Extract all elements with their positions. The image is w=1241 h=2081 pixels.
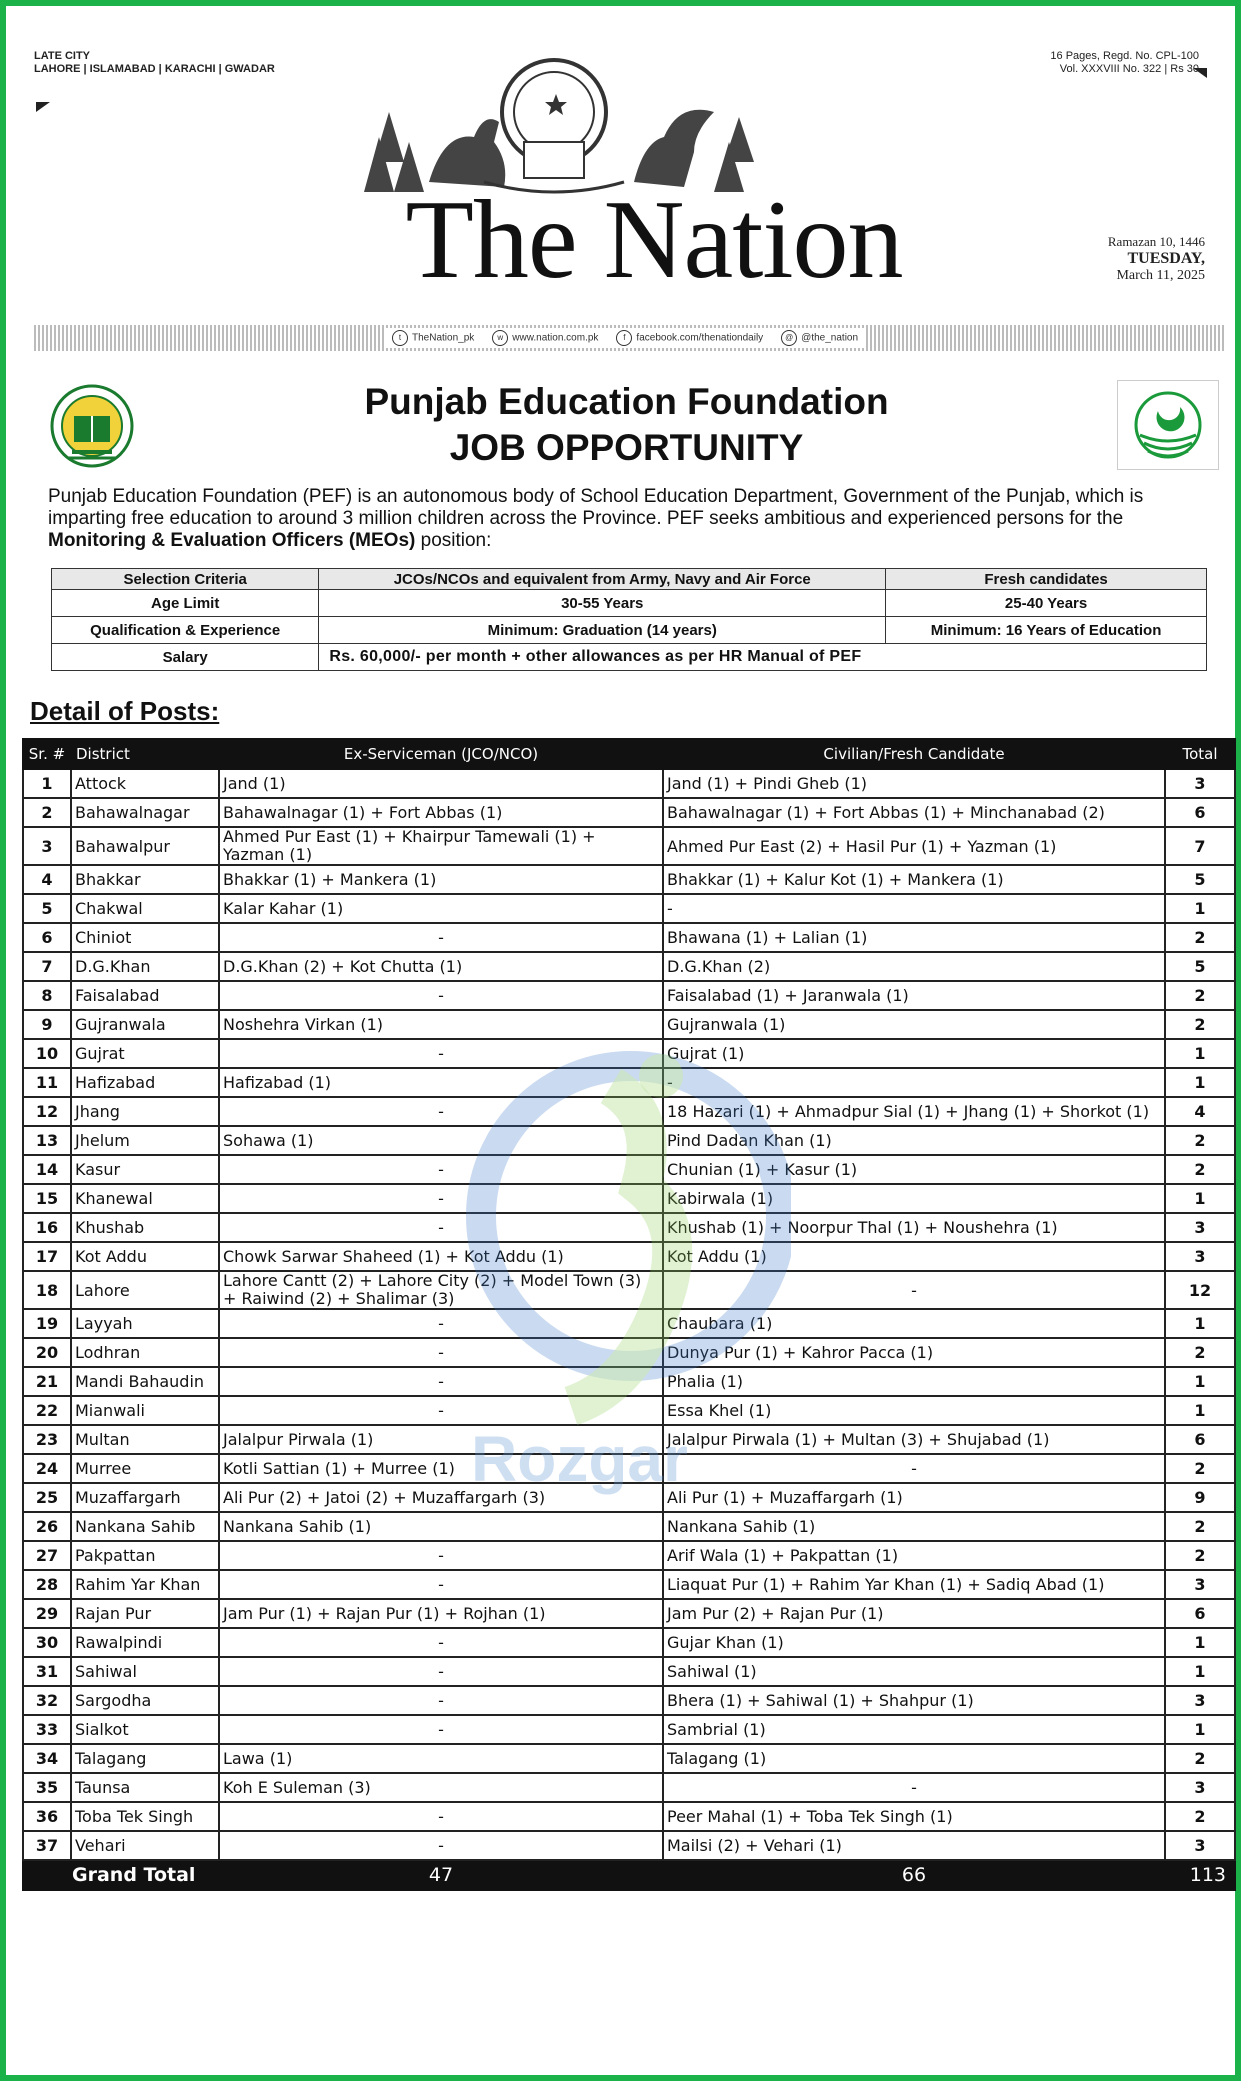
row-sr: 11 <box>23 1068 71 1097</box>
header-civilian: Civilian/Fresh Candidate <box>663 739 1165 769</box>
facebook-icon: f <box>616 330 632 346</box>
registration-info <box>1050 50 1199 76</box>
row-sr: 3 <box>23 827 71 865</box>
header-sr: Sr. # <box>23 739 71 769</box>
row-civilian: Dunya Pur (1) + Kahror Pacca (1) <box>663 1338 1165 1367</box>
row-ex-serviceman: - <box>219 1715 663 1744</box>
row-district: Lahore <box>71 1271 219 1309</box>
row-ex-serviceman: - <box>219 1570 663 1599</box>
row-district: Bahawalnagar <box>71 798 219 827</box>
corner-marker-icon <box>36 102 50 112</box>
row-ex-serviceman: Sohawa (1) <box>219 1126 663 1155</box>
row-sr: 4 <box>23 865 71 894</box>
table-row <box>23 1396 1235 1425</box>
row-sr: 1 <box>23 769 71 798</box>
table-row <box>23 1039 1235 1068</box>
row-district: Jhang <box>71 1097 219 1126</box>
row-sr: 29 <box>23 1599 71 1628</box>
row-civilian: Sahiwal (1) <box>663 1657 1165 1686</box>
row-district: Rahim Yar Khan <box>71 1570 219 1599</box>
row-total: 3 <box>1165 1773 1235 1802</box>
row-sr: 14 <box>23 1155 71 1184</box>
table-row <box>23 1010 1235 1039</box>
row-ex-serviceman: - <box>219 1309 663 1338</box>
row-ex-serviceman: - <box>219 1396 663 1425</box>
row-district: Pakpattan <box>71 1541 219 1570</box>
row-ex-serviceman: Nankana Sahib (1) <box>219 1512 663 1541</box>
row-sr: 27 <box>23 1541 71 1570</box>
position-name: Monitoring & Evaluation Officers (MEOs) <box>48 530 416 551</box>
row-civilian: Bhakkar (1) + Kalur Kot (1) + Mankera (1) <box>663 865 1165 894</box>
criteria-qualification-row: Qualification & Experience Minimum: Graduation (14 years) Minimum: 16 Years of Education <box>52 617 1207 644</box>
row-sr: 12 <box>23 1097 71 1126</box>
table-row <box>23 1213 1235 1242</box>
table-row <box>23 1628 1235 1657</box>
ad-heading: JOB OPPORTUNITY <box>449 427 804 468</box>
row-civilian: Essa Khel (1) <box>663 1396 1165 1425</box>
table-row <box>23 1686 1235 1715</box>
row-sr: 21 <box>23 1367 71 1396</box>
issue-date-text: March 11, 2025 <box>1116 268 1205 283</box>
row-sr: 16 <box>23 1213 71 1242</box>
row-total: 1 <box>1165 1309 1235 1338</box>
row-sr: 37 <box>23 1831 71 1860</box>
row-civilian: Khushab (1) + Noorpur Thal (1) + Noushehra (1) <box>663 1213 1165 1242</box>
table-row <box>23 1512 1235 1541</box>
row-ex-serviceman: Jam Pur (1) + Rajan Pur (1) + Rojhan (1) <box>219 1599 663 1628</box>
watermark-text: Rozgar <box>471 1423 688 1495</box>
globe-icon: w <box>492 330 508 346</box>
row-sr: 28 <box>23 1570 71 1599</box>
row-sr: 6 <box>23 923 71 952</box>
row-district: Murree <box>71 1454 219 1483</box>
row-district: Chakwal <box>71 894 219 923</box>
table-row <box>23 1338 1235 1367</box>
edition-info <box>34 50 275 76</box>
row-sr: 17 <box>23 1242 71 1271</box>
row-total: 6 <box>1165 1599 1235 1628</box>
row-sr: 34 <box>23 1744 71 1773</box>
table-row <box>23 1541 1235 1570</box>
row-civilian: Bhawana (1) + Lalian (1) <box>663 923 1165 952</box>
row-district: Chiniot <box>71 923 219 952</box>
row-civilian: Jand (1) + Pindi Gheb (1) <box>663 769 1165 798</box>
row-total: 1 <box>1165 1184 1235 1213</box>
row-ex-serviceman: Ali Pur (2) + Jatoi (2) + Muzaffargarh (3) <box>219 1483 663 1512</box>
row-civilian: Kot Addu (1) <box>663 1242 1165 1271</box>
posts-body <box>23 769 1235 1860</box>
row-sr: 20 <box>23 1338 71 1367</box>
row-sr: 7 <box>23 952 71 981</box>
row-district: Khushab <box>71 1213 219 1242</box>
row-sr: 9 <box>23 1010 71 1039</box>
row-civilian: Kabirwala (1) <box>663 1184 1165 1213</box>
row-total: 1 <box>1165 1068 1235 1097</box>
row-ex-serviceman: - <box>219 923 663 952</box>
row-ex-serviceman: - <box>219 1039 663 1068</box>
row-sr: 5 <box>23 894 71 923</box>
row-district: Toba Tek Singh <box>71 1802 219 1831</box>
corner-marker-icon <box>1193 68 1207 78</box>
row-civilian: Peer Mahal (1) + Toba Tek Singh (1) <box>663 1802 1165 1831</box>
row-civilian: Jalalpur Pirwala (1) + Multan (3) + Shujabad (1) <box>663 1425 1165 1454</box>
row-district: D.G.Khan <box>71 952 219 981</box>
row-ex-serviceman: - <box>219 1686 663 1715</box>
row-civilian: - <box>663 1773 1165 1802</box>
row-civilian: - <box>663 1068 1165 1097</box>
row-total: 2 <box>1165 1338 1235 1367</box>
row-total: 2 <box>1165 981 1235 1010</box>
row-total: 2 <box>1165 1454 1235 1483</box>
row-civilian: Nankana Sahib (1) <box>663 1512 1165 1541</box>
row-sr: 10 <box>23 1039 71 1068</box>
row-ex-serviceman: D.G.Khan (2) + Kot Chutta (1) <box>219 952 663 981</box>
row-ex-serviceman: - <box>219 1831 663 1860</box>
row-district: Bhakkar <box>71 865 219 894</box>
row-sr: 36 <box>23 1802 71 1831</box>
table-row <box>23 1483 1235 1512</box>
row-ex-serviceman: - <box>219 1097 663 1126</box>
row-district: Bahawalpur <box>71 827 219 865</box>
row-ex-serviceman: Jalalpur Pirwala (1) <box>219 1425 663 1454</box>
row-district: Mandi Bahaudin <box>71 1367 219 1396</box>
row-civilian: D.G.Khan (2) <box>663 952 1165 981</box>
row-district: Sialkot <box>71 1715 219 1744</box>
row-district: Faisalabad <box>71 981 219 1010</box>
table-row <box>23 1271 1235 1309</box>
row-district: Jhelum <box>71 1126 219 1155</box>
posts-table <box>22 738 1236 1891</box>
row-total: 2 <box>1165 1541 1235 1570</box>
table-row <box>23 1155 1235 1184</box>
row-ex-serviceman: - <box>219 1155 663 1184</box>
table-row <box>23 981 1235 1010</box>
table-row <box>23 894 1235 923</box>
social-facebook: f facebook.com/thenationdaily <box>616 330 763 346</box>
row-total: 2 <box>1165 1512 1235 1541</box>
row-total: 3 <box>1165 1831 1235 1860</box>
social-web: w www.nation.com.pk <box>492 330 598 346</box>
row-total: 2 <box>1165 923 1235 952</box>
criteria-salary-row: Salary Rs. 60,000/- per month + other allowances as per HR Manual of PEF <box>52 644 1207 671</box>
row-civilian: Gujranwala (1) <box>663 1010 1165 1039</box>
table-row <box>23 1773 1235 1802</box>
row-civilian: Gujar Khan (1) <box>663 1628 1165 1657</box>
row-total: 3 <box>1165 1213 1235 1242</box>
table-row <box>23 798 1235 827</box>
row-total: 2 <box>1165 1744 1235 1773</box>
row-total: 6 <box>1165 1425 1235 1454</box>
newspaper-title: The Nation <box>405 178 903 302</box>
hijri-date: Ramazan 10, 1446 <box>1107 234 1205 249</box>
row-sr: 18 <box>23 1271 71 1309</box>
grand-total-row <box>23 1860 1235 1890</box>
row-district: Gujranwala <box>71 1010 219 1039</box>
row-total: 2 <box>1165 1126 1235 1155</box>
row-sr: 35 <box>23 1773 71 1802</box>
row-district: Vehari <box>71 1831 219 1860</box>
row-total: 1 <box>1165 1367 1235 1396</box>
table-row <box>23 1454 1235 1483</box>
row-district: Hafizabad <box>71 1068 219 1097</box>
table-row <box>23 1242 1235 1271</box>
organization-name: Punjab Education Foundation <box>364 381 889 422</box>
table-row <box>23 1068 1235 1097</box>
row-civilian: Liaquat Pur (1) + Rahim Yar Khan (1) + Sadiq Abad (1) <box>663 1570 1165 1599</box>
table-row <box>23 1184 1235 1213</box>
row-total: 1 <box>1165 1039 1235 1068</box>
row-civilian: Pind Dadan Khan (1) <box>663 1126 1165 1155</box>
row-ex-serviceman: - <box>219 1628 663 1657</box>
row-civilian: Bhera (1) + Sahiwal (1) + Shahpur (1) <box>663 1686 1165 1715</box>
row-ex-serviceman: - <box>219 981 663 1010</box>
row-district: Sargodha <box>71 1686 219 1715</box>
twitter-icon: t <box>392 330 408 346</box>
table-row <box>23 769 1235 798</box>
row-ex-serviceman: Noshehra Virkan (1) <box>219 1010 663 1039</box>
table-row <box>23 1425 1235 1454</box>
row-ex-serviceman: Jand (1) <box>219 769 663 798</box>
row-total: 3 <box>1165 1242 1235 1271</box>
row-total: 3 <box>1165 1686 1235 1715</box>
table-row <box>23 1599 1235 1628</box>
row-ex-serviceman: Koh E Suleman (3) <box>219 1773 663 1802</box>
row-sr: 2 <box>23 798 71 827</box>
row-district: Taunsa <box>71 1773 219 1802</box>
header-total: Total <box>1165 739 1235 769</box>
row-sr: 33 <box>23 1715 71 1744</box>
row-civilian: - <box>663 1454 1165 1483</box>
row-sr: 30 <box>23 1628 71 1657</box>
table-row <box>23 1802 1235 1831</box>
row-ex-serviceman: - <box>219 1184 663 1213</box>
row-sr: 15 <box>23 1184 71 1213</box>
row-total: 4 <box>1165 1097 1235 1126</box>
table-row <box>23 1570 1235 1599</box>
table-row <box>23 865 1235 894</box>
table-row <box>23 1367 1235 1396</box>
selection-criteria-table <box>51 568 1207 671</box>
edition-city: LATE CITY <box>34 50 91 62</box>
row-district: Multan <box>71 1425 219 1454</box>
row-district: Mianwali <box>71 1396 219 1425</box>
social-twitter: t TheNation_pk <box>392 330 474 346</box>
row-civilian: Arif Wala (1) + Pakpattan (1) <box>663 1541 1165 1570</box>
social-links <box>384 328 866 348</box>
criteria-header-row: Selection Criteria JCOs/NCOs and equivalent from Army, Navy and Air Force Fresh candidates <box>52 569 1207 590</box>
row-civilian: Talagang (1) <box>663 1744 1165 1773</box>
twitter-bird-icon: @ <box>781 330 797 346</box>
row-district: Khanewal <box>71 1184 219 1213</box>
row-sr: 26 <box>23 1512 71 1541</box>
row-ex-serviceman: - <box>219 1367 663 1396</box>
row-civilian: Chunian (1) + Kasur (1) <box>663 1155 1165 1184</box>
row-civilian: Ali Pur (1) + Muzaffargarh (1) <box>663 1483 1165 1512</box>
row-sr: 19 <box>23 1309 71 1338</box>
detail-of-posts-heading: Detail of Posts: <box>30 696 220 726</box>
grand-total-label: Grand Total <box>23 1860 219 1890</box>
volume-info: Vol. XXXVIII No. 322 | Rs 30 <box>1059 63 1199 75</box>
row-district: Muzaffargarh <box>71 1483 219 1512</box>
row-civilian: Phalia (1) <box>663 1367 1165 1396</box>
row-civilian: Sambrial (1) <box>663 1715 1165 1744</box>
intro-paragraph: Punjab Education Foundation (PEF) is an autonomous body of School Education Department, Government of the Punjab, which is imparting free education to around 3 million children across the Province. PEF seeks ambitious and experienced persons for the Monitoring & Evaluation Officers (MEOs) position: <box>48 486 1144 551</box>
row-ex-serviceman: Kotli Sattian (1) + Murree (1) <box>219 1454 663 1483</box>
row-civilian: Faisalabad (1) + Jaranwala (1) <box>663 981 1165 1010</box>
row-sr: 25 <box>23 1483 71 1512</box>
row-civilian: Jam Pur (2) + Rajan Pur (1) <box>663 1599 1165 1628</box>
row-civilian: - <box>663 1271 1165 1309</box>
row-total: 7 <box>1165 827 1235 865</box>
row-ex-serviceman: - <box>219 1657 663 1686</box>
row-total: 1 <box>1165 894 1235 923</box>
row-ex-serviceman: - <box>219 1802 663 1831</box>
row-total: 3 <box>1165 1570 1235 1599</box>
newspaper-masthead <box>24 20 1229 355</box>
row-total: 3 <box>1165 769 1235 798</box>
row-ex-serviceman: Chowk Sarwar Shaheed (1) + Kot Addu (1) <box>219 1242 663 1271</box>
row-district: Rawalpindi <box>71 1628 219 1657</box>
row-total: 1 <box>1165 1628 1235 1657</box>
row-sr: 8 <box>23 981 71 1010</box>
issue-date <box>1108 234 1205 284</box>
row-sr: 22 <box>23 1396 71 1425</box>
row-ex-serviceman: Lahore Cantt (2) + Lahore City (2) + Model Town (3) + Raiwind (2) + Shalimar (3) <box>219 1271 663 1309</box>
row-ex-serviceman: Lawa (1) <box>219 1744 663 1773</box>
row-district: Sahiwal <box>71 1657 219 1686</box>
row-total: 6 <box>1165 798 1235 827</box>
table-row <box>23 952 1235 981</box>
table-row <box>23 1831 1235 1860</box>
row-sr: 23 <box>23 1425 71 1454</box>
row-sr: 13 <box>23 1126 71 1155</box>
pages-info: 16 Pages, Regd. No. CPL-100 <box>1050 50 1199 62</box>
table-row <box>23 1744 1235 1773</box>
row-civilian: - <box>663 894 1165 923</box>
row-civilian: Gujrat (1) <box>663 1039 1165 1068</box>
row-ex-serviceman: Hafizabad (1) <box>219 1068 663 1097</box>
row-total: 2 <box>1165 1010 1235 1039</box>
row-ex-serviceman: - <box>219 1338 663 1367</box>
row-civilian: Chaubara (1) <box>663 1309 1165 1338</box>
table-row <box>23 1097 1235 1126</box>
row-ex-serviceman: - <box>219 1213 663 1242</box>
posts-header-row <box>23 739 1235 769</box>
social-handle: @ @the_nation <box>781 330 858 346</box>
row-district: Kot Addu <box>71 1242 219 1271</box>
row-civilian: Ahmed Pur East (2) + Hasil Pur (1) + Yazman (1) <box>663 827 1165 865</box>
row-civilian: 18 Hazari (1) + Ahmadpur Sial (1) + Jhang (1) + Shorkot (1) <box>663 1097 1165 1126</box>
table-row <box>23 1126 1235 1155</box>
grand-total-all: 113 <box>1165 1860 1235 1890</box>
row-civilian: Mailsi (2) + Vehari (1) <box>663 1831 1165 1860</box>
row-civilian: Bahawalnagar (1) + Fort Abbas (1) + Minchanabad (2) <box>663 798 1165 827</box>
row-district: Rajan Pur <box>71 1599 219 1628</box>
row-sr: 32 <box>23 1686 71 1715</box>
row-district: Gujrat <box>71 1039 219 1068</box>
criteria-age-row: Age Limit 30-55 Years 25-40 Years <box>52 590 1207 617</box>
row-district: Talagang <box>71 1744 219 1773</box>
table-row <box>23 1715 1235 1744</box>
row-total: 5 <box>1165 952 1235 981</box>
table-row <box>23 1309 1235 1338</box>
row-total: 2 <box>1165 1155 1235 1184</box>
row-district: Nankana Sahib <box>71 1512 219 1541</box>
row-district: Lodhran <box>71 1338 219 1367</box>
row-ex-serviceman: Bahawalnagar (1) + Fort Abbas (1) <box>219 798 663 827</box>
header-district: District <box>71 739 219 769</box>
row-total: 12 <box>1165 1271 1235 1309</box>
row-total: 1 <box>1165 1715 1235 1744</box>
grand-total-ex: 47 <box>219 1860 663 1890</box>
row-sr: 24 <box>23 1454 71 1483</box>
row-total: 9 <box>1165 1483 1235 1512</box>
row-total: 1 <box>1165 1396 1235 1425</box>
row-total: 1 <box>1165 1657 1235 1686</box>
table-row <box>23 923 1235 952</box>
row-ex-serviceman: - <box>219 1541 663 1570</box>
header-ex-serviceman: Ex-Serviceman (JCO/NCO) <box>219 739 663 769</box>
row-total: 2 <box>1165 1802 1235 1831</box>
edition-cities: LAHORE | ISLAMABAD | KARACHI | GWADAR <box>34 63 275 75</box>
grand-total-civilian: 66 <box>663 1860 1165 1890</box>
row-district: Layyah <box>71 1309 219 1338</box>
row-ex-serviceman: Kalar Kahar (1) <box>219 894 663 923</box>
row-ex-serviceman: Bhakkar (1) + Mankera (1) <box>219 865 663 894</box>
table-row <box>23 827 1235 865</box>
row-sr: 31 <box>23 1657 71 1686</box>
row-ex-serviceman: Ahmed Pur East (1) + Khairpur Tamewali (1) + Yazman (1) <box>219 827 663 865</box>
row-district: Attock <box>71 769 219 798</box>
issue-day: TUESDAY, <box>1127 250 1205 267</box>
row-district: Kasur <box>71 1155 219 1184</box>
table-row <box>23 1657 1235 1686</box>
row-total: 5 <box>1165 865 1235 894</box>
